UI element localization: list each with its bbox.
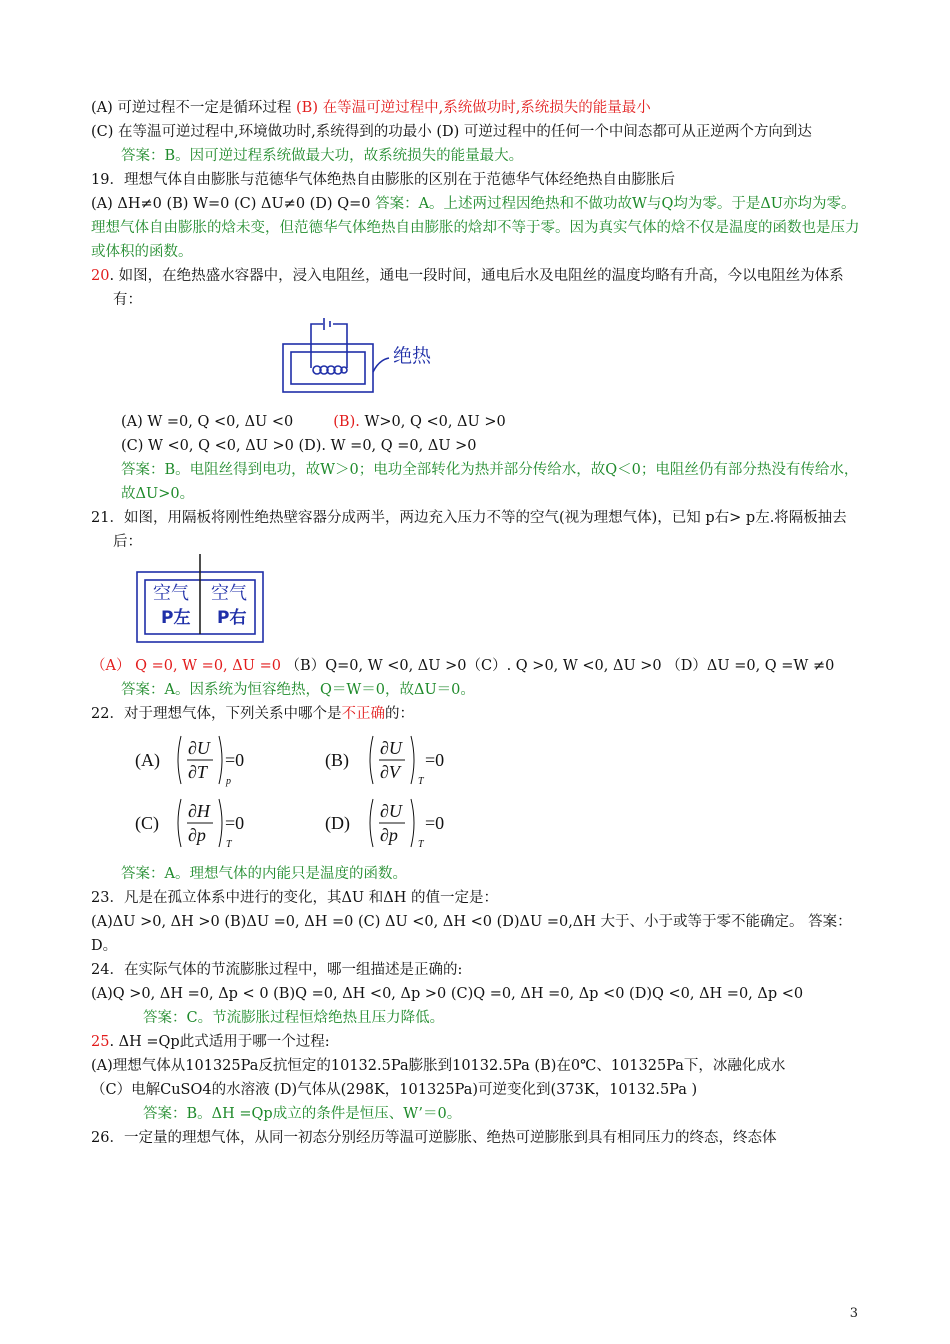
- q24-options: (A)Q >0, ΔH =0, Δp < 0 (B)Q =0, ΔH <0, Δp >0 (C)Q =0, ΔH =0, Δp <0 (D)Q <0, ΔH =0, Δp <0: [91, 986, 804, 1002]
- q23-options: (A)ΔU >0, ΔH >0 (B)ΔU =0, ΔH =0 (C) ΔU <0, ΔH <0 (D)ΔU =0,ΔH 大于、小于或等于零不能确定。 答案：D。: [91, 914, 852, 954]
- q19-block: [91, 192, 863, 264]
- eq-b-label: (B): [325, 750, 349, 770]
- eq-a-numerator: ∂U: [188, 738, 210, 758]
- q22-emphasis: 不正确: [341, 706, 385, 722]
- q19-options: (A) ΔH≠0 (B) W=0 (C) ΔU≠0 (D) Q=0: [91, 196, 376, 212]
- q20-option-a: (A) W =0, Q <0, ΔU <0: [121, 414, 294, 430]
- q21-options-rest: （B）Q=0, W <0, ΔU >0（C）. Q >0, W <0, ΔU >0 （D）ΔU =0, Q =W ≠0: [280, 658, 835, 674]
- figure2-left-label: 空气: [153, 583, 189, 604]
- q22-text: 22．对于理想气体，下列关系中哪个是: [91, 706, 342, 722]
- q18-option-a: (A) 可逆过程不一定是循环过程: [91, 100, 297, 116]
- partial-derivative-equations: [91, 730, 511, 860]
- q25-text: . ΔH =Qp此式适用于哪一个过程:: [109, 1034, 330, 1050]
- figure2-right-label: 空气: [211, 583, 247, 604]
- eq-a-denominator: ∂T: [188, 762, 207, 782]
- eq-c-subscript: T: [226, 839, 232, 850]
- eq-b-numerator: ∂U: [380, 738, 402, 758]
- q21-options: [91, 654, 863, 678]
- eq-b-subscript: T: [418, 776, 424, 787]
- figure-partitioned-container: [91, 554, 863, 654]
- figure2-left-pressure: P左: [161, 608, 191, 628]
- q18-option-b: (B) 在等温可逆过程中,系统做功时,系统损失的能量最小: [296, 100, 651, 116]
- q25-options-line2: （C）电解CuSO4的水溶液 (D)气体从(298K，101325Pa)可逆变化到(373K，10132.5Pa ): [91, 1082, 698, 1098]
- eq-a-label: (A): [135, 750, 160, 770]
- eq-b-zero: =0: [425, 750, 445, 770]
- q24-question: 24．在实际气体的节流膨胀过程中，哪一组描述是正确的:: [91, 962, 463, 978]
- document-page: [91, 96, 863, 1150]
- q20-number: 20: [91, 268, 110, 284]
- q25-question: [91, 1030, 863, 1054]
- q22-equations: [91, 730, 863, 860]
- q21-option-a-label: （A） Q =0, W =0, ΔU =0: [91, 658, 281, 674]
- figure1-label: 绝热: [393, 345, 432, 367]
- q19-question: 19．理想气体自由膨胀与范德华气体绝热自由膨胀的区别在于范德华气体经绝热自由膨胀后: [91, 172, 675, 188]
- page-number: 3: [849, 1306, 858, 1321]
- q19-answer: 答案：A。上述两过程因绝热和不做功故W与Q均为零。于是ΔU亦均为零。理想气体自由膨胀的焓未变，但范德华气体绝热自由膨胀的焓却不等于零。因为真实气体的焓不仅是温度的函数也是压力或体积的函数。: [91, 196, 860, 260]
- q25-options-line1: (A)理想气体从101325Pa反抗恒定的10132.5Pa膨胀到10132.5Pa (B)在0℃、101325Pa下，冰融化成水: [91, 1058, 786, 1074]
- q20-text: . 如图，在绝热盛水容器中，浸入电阻丝，通电一段时间，通电后水及电阻丝的温度均略有升高，今以电阻丝为体系有：: [109, 268, 844, 308]
- figure-insulated-container: [91, 316, 863, 408]
- eq-d-numerator: ∂U: [380, 801, 402, 821]
- q25-answer: 答案：B。ΔH =Qp成立的条件是恒压、W’＝0。: [143, 1106, 462, 1122]
- q18-options-line1: [91, 96, 863, 120]
- q22-question: [91, 702, 863, 726]
- q20-question: [91, 264, 863, 312]
- eq-c-zero: =0: [225, 813, 245, 833]
- eq-d-denominator: ∂p: [380, 825, 398, 845]
- q21-answer: 答案：A。因系统为恒容绝热，Q＝W＝0，故ΔU＝0。: [121, 682, 475, 698]
- q24-answer: 答案：C。节流膨胀过程恒焓绝热且压力降低。: [143, 1010, 445, 1026]
- eq-a-subscript: p: [226, 776, 231, 787]
- q20-options-row2: (C) W <0, Q <0, ΔU >0 (D). W =0, Q =0, ΔU >0: [121, 438, 477, 454]
- q18-answer: 答案：B。因可逆过程系统做最大功，故系统损失的能量最大。: [121, 148, 524, 164]
- figure2-right-pressure: P右: [217, 608, 247, 628]
- eq-d-zero: =0: [425, 813, 445, 833]
- q25-number: 25: [91, 1034, 110, 1050]
- eq-c-numerator: ∂H: [188, 801, 210, 821]
- eq-a-zero: =0: [225, 750, 245, 770]
- q22-text-end: 的：: [384, 706, 414, 722]
- q20-option-b-label: (B).: [333, 414, 360, 430]
- q23-question: 23．凡是在孤立体系中进行的变化，其ΔU 和ΔH 的值一定是：: [91, 890, 498, 906]
- eq-c-denominator: ∂p: [188, 825, 206, 845]
- insulated-container-diagram: [271, 316, 671, 408]
- q20-answer: 答案：B。电阻丝得到电功，故W＞0；电功全部转化为热并部分传给水，故Q＜0；电阻丝仍有部分热没有传给水，故ΔU>0。: [121, 462, 859, 502]
- q21-question: 21．如图，用隔板将刚性绝热壁容器分成两半，两边充入压力不等的空气(视为理想气体)，已知 p右> p左.将隔板抽去后：: [91, 510, 847, 550]
- eq-b-denominator: ∂V: [380, 762, 400, 782]
- eq-d-label: (D): [325, 813, 350, 833]
- q20-options-row1: [91, 410, 863, 434]
- q26-question: 26．一定量的理想气体，从同一初态分别经历等温可逆膨胀、绝热可逆膨胀到具有相同压力的终态，终态体: [91, 1130, 777, 1146]
- eq-d-subscript: T: [418, 839, 424, 850]
- q18-options-line2: (C) 在等温可逆过程中,环境做功时,系统得到的功最小 (D) 可逆过程中的任何一个中间态都可从正逆两个方向到达: [91, 124, 812, 140]
- q20-option-b: W>0, Q <0, ΔU >0: [359, 414, 506, 430]
- q22-answer: 答案：A。理想气体的内能只是温度的函数。: [121, 866, 407, 882]
- eq-c-label: (C): [135, 813, 159, 833]
